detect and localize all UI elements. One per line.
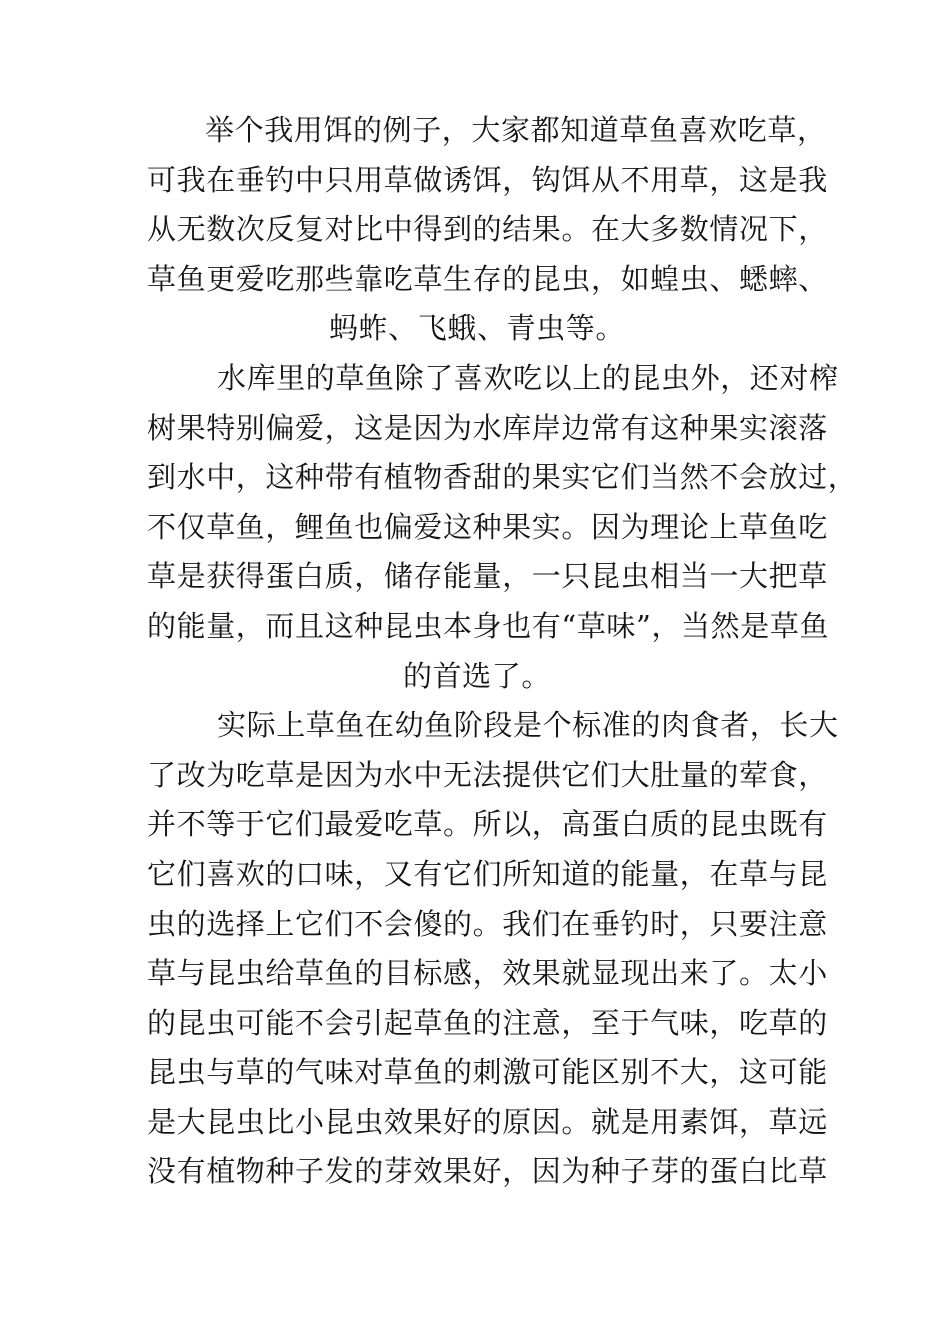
text-line: 蚂蚱、飞蛾、青虫等。 bbox=[328, 311, 625, 346]
text-line: 的能量，而且这种昆虫本身也有“草味”，当然是草鱼 bbox=[147, 608, 830, 643]
text-line: 昆虫与草的气味对草鱼的刺激可能区别不大，这可能 bbox=[147, 1055, 828, 1090]
text-line: 并不等于它们最爱吃草。所以，高蛋白质的昆虫既有 bbox=[147, 807, 828, 842]
paragraph-3 bbox=[147, 701, 839, 1197]
text-line: 它们喜欢的口味，又有它们所知道的能量，在草与昆 bbox=[147, 856, 828, 891]
text-line: 可我在垂钓中只用草做诱饵，钩饵从不用草，这是我 bbox=[147, 162, 828, 197]
text-line: 从无数次反复对比中得到的结果。在大多数情况下， bbox=[147, 212, 828, 247]
text-line: 草鱼更爱吃那些靠吃草生存的昆虫，如蝗虫、蟋蟀、 bbox=[147, 261, 828, 296]
paragraph-1 bbox=[147, 106, 828, 354]
text-line: 举个我用饵的例子，大家都知道草鱼喜欢吃草， bbox=[205, 113, 827, 147]
text-line: 草与昆虫给草鱼的目标感，效果就显现出来了。太小 bbox=[147, 956, 828, 991]
paragraph-2 bbox=[147, 354, 858, 701]
text-line: 没有植物种子发的芽效果好，因为种子芽的蛋白比草 bbox=[147, 1154, 828, 1189]
text-line: 虫的选择上它们不会傻的。我们在垂钓时，只要注意 bbox=[147, 906, 828, 941]
text-line: 了改为吃草是因为水中无法提供它们大肚量的荤食， bbox=[147, 757, 828, 792]
text-line: 是大昆虫比小昆虫效果好的原因。就是用素饵，草远 bbox=[147, 1104, 828, 1139]
text-line: 的首选了。 bbox=[402, 658, 551, 693]
text-line: 的昆虫可能不会引起草鱼的注意，至于气味，吃草的 bbox=[147, 1005, 828, 1040]
document-body bbox=[147, 106, 858, 1197]
text-line: 到水中，这种带有植物香甜的果实它们当然不会放过， bbox=[147, 460, 858, 495]
text-line: 草是获得蛋白质，储存能量，一只昆虫相当一大把草 bbox=[147, 559, 828, 594]
text-line: 不仅草鱼，鲤鱼也偏爱这种果实。因为理论上草鱼吃 bbox=[147, 509, 828, 544]
text-line: 水库里的草鱼除了喜欢吃以上的昆虫外，还对榨 bbox=[217, 360, 839, 395]
text-line: 树果特别偏爱，这是因为水库岸边常有这种果实滚落 bbox=[147, 410, 828, 445]
text-line: 实际上草鱼在幼鱼阶段是个标准的肉食者，长大 bbox=[217, 708, 839, 743]
